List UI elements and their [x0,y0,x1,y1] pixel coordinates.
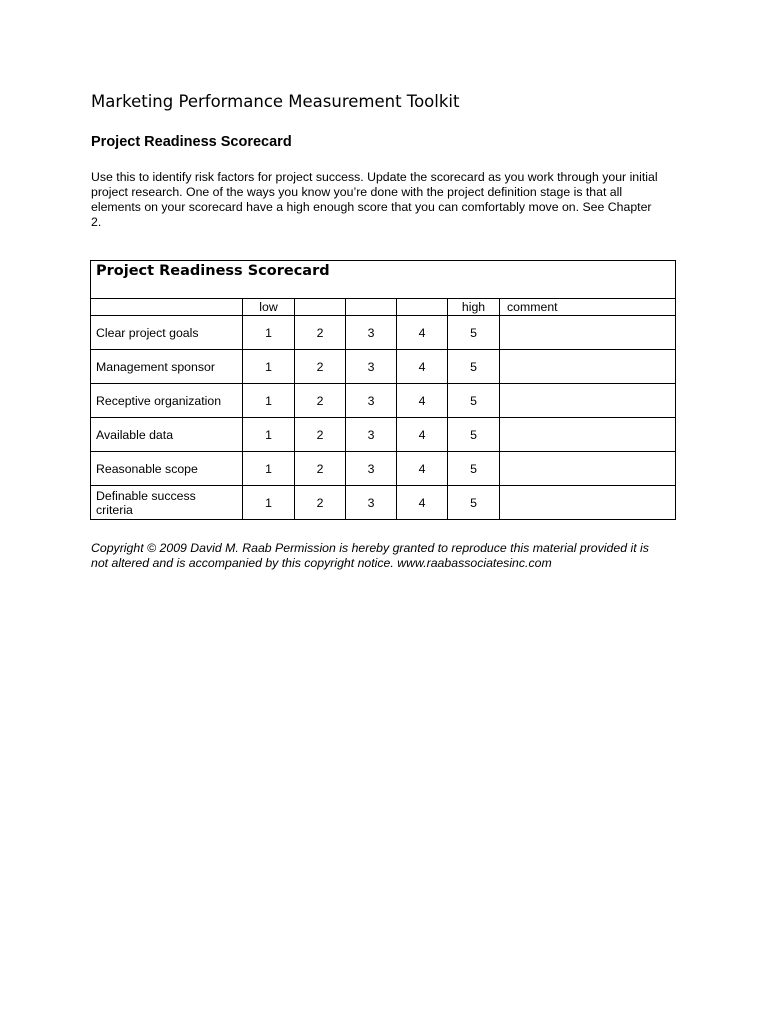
score-option[interactable]: 4 [397,384,448,418]
score-option[interactable]: 5 [448,384,500,418]
score-option[interactable]: 1 [243,452,295,486]
scorecard-row [91,384,676,418]
scorecard-table [90,260,676,520]
criterion-label-line: Clear project goals [96,325,199,340]
score-option[interactable]: 4 [397,486,448,520]
score-option[interactable]: 5 [448,316,500,350]
score-option[interactable]: 4 [397,418,448,452]
document-title: Marketing Performance Measurement Toolkit [91,92,460,111]
comment-cell[interactable] [500,350,676,384]
criterion-label [91,350,243,384]
criterion-label-line: Management sponsor [96,359,215,374]
score-option[interactable]: 1 [243,384,295,418]
score-option[interactable]: 2 [295,316,346,350]
criterion-label [91,384,243,418]
score-option[interactable]: 3 [346,384,397,418]
score-option[interactable]: 3 [346,418,397,452]
comment-cell[interactable] [500,452,676,486]
scale-header-row [91,299,676,316]
criterion-label-line: criteria [96,502,133,517]
score-option[interactable]: 2 [295,350,346,384]
score-option[interactable]: 1 [243,316,295,350]
score-option[interactable]: 3 [346,452,397,486]
intro-line: Use this to identify risk factors for project success. Update the scorecard as you work through your initial [91,170,658,184]
intro-line: 2. [91,215,102,229]
comment-cell[interactable] [500,316,676,350]
copyright-notice [91,541,681,571]
header-cell-comment: comment [500,299,676,316]
comment-cell[interactable] [500,418,676,452]
scorecard-row [91,316,676,350]
intro-paragraph [91,170,681,230]
score-option[interactable]: 2 [295,486,346,520]
score-option[interactable]: 2 [295,384,346,418]
comment-cell[interactable] [500,384,676,418]
intro-line: elements on your scorecard have a high enough score that you can comfortably move on. See Chapter [91,200,652,214]
score-option[interactable]: 5 [448,418,500,452]
score-option[interactable]: 5 [448,350,500,384]
criterion-label [91,486,243,520]
copyright-line: Copyright © 2009 David M. Raab Permission is hereby granted to reproduce this material provided it is [91,541,649,555]
score-option[interactable]: 1 [243,418,295,452]
criterion-label-line: Reasonable scope [96,461,198,476]
criterion-label-line: Available data [96,427,174,442]
score-option[interactable]: 4 [397,350,448,384]
criterion-label-line: Definable success [96,488,196,503]
criterion-label [91,316,243,350]
score-option[interactable]: 5 [448,452,500,486]
header-cell-blank [397,299,448,316]
scorecard-row [91,418,676,452]
criterion-label-line: Receptive organization [96,393,222,408]
header-cell-blank [295,299,346,316]
comment-cell[interactable] [500,486,676,520]
copyright-line: not altered and is accompanied by this copyright notice. www.raabassociatesinc.com [91,556,552,570]
criterion-label [91,418,243,452]
score-option[interactable]: 5 [448,486,500,520]
score-option[interactable]: 4 [397,452,448,486]
score-option[interactable]: 2 [295,418,346,452]
score-option[interactable]: 2 [295,452,346,486]
score-option[interactable]: 3 [346,350,397,384]
scorecard-row [91,452,676,486]
criterion-label [91,452,243,486]
score-option[interactable]: 1 [243,486,295,520]
score-option[interactable]: 3 [346,316,397,350]
score-option[interactable]: 1 [243,350,295,384]
score-option[interactable]: 3 [346,486,397,520]
scorecard-title: Project Readiness Scorecard [91,261,676,299]
header-cell-high: high [448,299,500,316]
header-cell-blank [346,299,397,316]
header-cell-low: low [243,299,295,316]
header-cell-blank [91,299,243,316]
intro-line: project research. One of the ways you know you’re done with the project definition stage is that all [91,185,623,199]
score-option[interactable]: 4 [397,316,448,350]
section-heading: Project Readiness Scorecard [91,134,292,150]
scorecard-row [91,350,676,384]
scorecard-row [91,486,676,520]
